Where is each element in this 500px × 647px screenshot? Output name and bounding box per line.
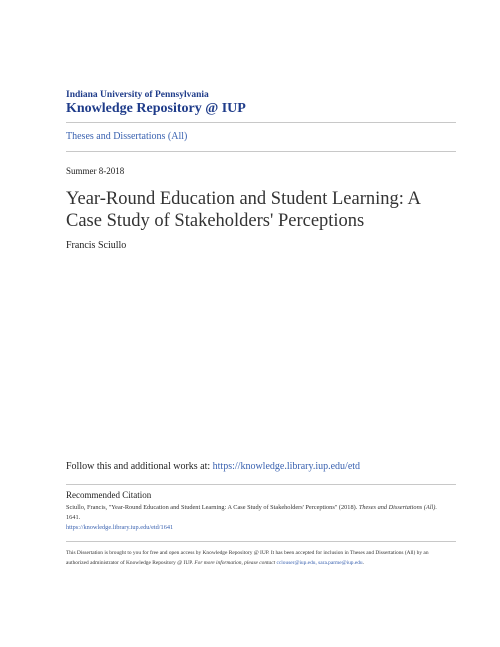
collection-link[interactable]: Theses and Dissertations (All) [66, 131, 188, 142]
repository-name[interactable]: Knowledge Repository @ IUP [66, 101, 246, 116]
divider [66, 122, 456, 123]
citation-series: Theses and Dissertations (All) [358, 504, 436, 511]
notice-ending: . [362, 560, 364, 566]
divider [66, 151, 456, 152]
document-title: Year-Round Education and Student Learning: A Case Study of Stakeholders' Perceptions [66, 189, 420, 231]
follow-link[interactable]: https://knowledge.library.iup.edu/etd [212, 461, 361, 472]
follow-line [66, 461, 360, 472]
divider [66, 484, 456, 485]
citation-text [66, 503, 446, 533]
access-notice [66, 548, 446, 568]
repository-header [66, 90, 246, 117]
citation-number: . 1641. [66, 504, 437, 521]
citation-link[interactable]: https://knowledge.library.iup.edu/etd/1641 [66, 524, 174, 531]
notice-text: This Dissertation is brought to you for free and open access by Knowledge Repository @ IUP. It has been accepted for inclusion in Theses and Dissertations (All) by an authorized administrator of Knowledge Repository @ IUP. [66, 550, 429, 566]
author-name: Francis Sciullo [66, 240, 127, 251]
institution-name[interactable]: Indiana University of Pennsylvania [66, 90, 209, 100]
citation-body: Sciullo, Francis, "Year-Round Education and Student Learning: A Case Study of Stakeholders' Perceptions" (2018). [66, 504, 358, 511]
divider [66, 541, 456, 542]
citation-heading: Recommended Citation [66, 490, 152, 500]
notice-contact-text: For more information, please contact [194, 560, 276, 566]
follow-label: Follow this and additional works at: [66, 461, 211, 472]
publication-date: Summer 8-2018 [66, 166, 125, 176]
contact-email-link[interactable]: cclouser@iup.edu, sara.parme@iup.edu [276, 560, 363, 566]
